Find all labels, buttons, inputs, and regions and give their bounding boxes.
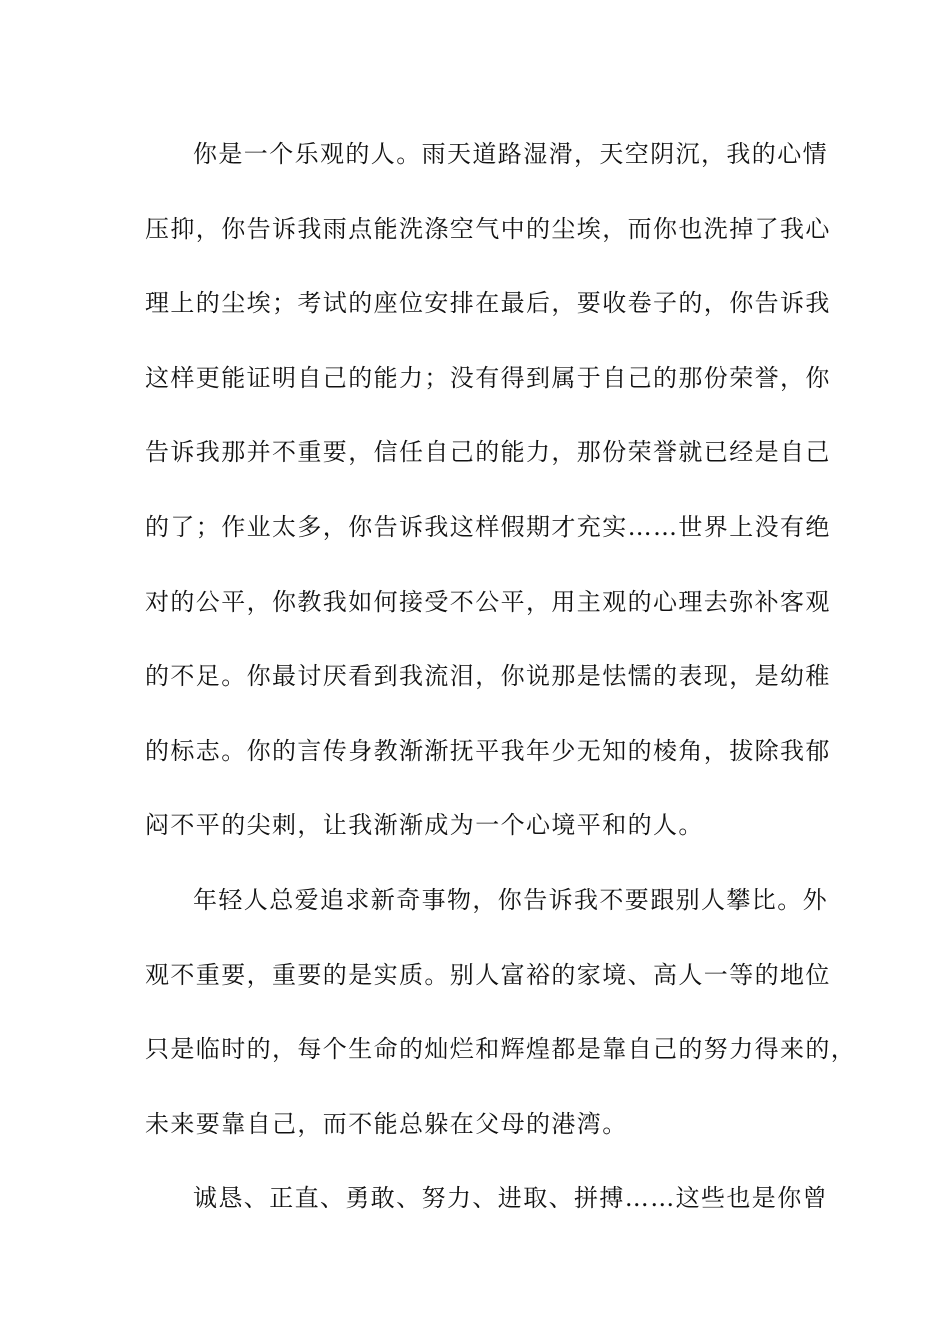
paragraph-2-line-3: 只是临时的，每个生命的灿烂和辉煌都是靠自己的努力得来的，	[145, 1035, 857, 1064]
paragraph-1-line-9: 的标志。你的言传身教渐渐抚平我年少无知的棱角，拔除我郁	[145, 736, 831, 765]
paragraph-1-line-5: 告诉我那并不重要，信任自己的能力，那份荣誉就已经是自己	[145, 438, 831, 467]
paragraph-1-line-1: 你是一个乐观的人。雨天道路湿滑，天空阴沉，我的心情	[193, 140, 828, 168]
paragraph-3-line-1: 诚恳、正直、勇敢、努力、进取、拼搏……这些也是你曾	[193, 1184, 828, 1213]
paragraph-1-line-10: 闷不平的尖刺，让我渐渐成为一个心境平和的人。	[145, 811, 704, 840]
paragraph-2-line-2: 观不重要，重要的是实质。别人富裕的家境、高人一等的地位	[145, 960, 831, 989]
paragraph-1-line-2: 压抑，你告诉我雨点能洗涤空气中的尘埃，而你也洗掉了我心	[145, 214, 831, 243]
paragraph-1-line-8: 的不足。你最讨厌看到我流泪，你说那是怯懦的表现，是幼稚	[145, 662, 831, 691]
paragraph-1-line-6: 的了；作业太多，你告诉我这样假期才充实……世界上没有绝	[145, 512, 831, 541]
paragraph-2-line-1: 年轻人总爱追求新奇事物，你告诉我不要跟别人攀比。外	[193, 885, 828, 914]
paragraph-1-line-3: 理上的尘埃；考试的座位安排在最后，要收卷子的，你告诉我	[145, 289, 831, 318]
paragraph-1-line-7: 对的公平，你教我如何接受不公平，用主观的心理去弥补客观	[145, 587, 831, 616]
paragraph-1-line-4: 这样更能证明自己的能力；没有得到属于自己的那份荣誉，你	[145, 363, 831, 392]
paragraph-2-line-4: 未来要靠自己，而不能总躲在父母的港湾。	[145, 1109, 628, 1138]
body-text	[145, 130, 857, 1249]
